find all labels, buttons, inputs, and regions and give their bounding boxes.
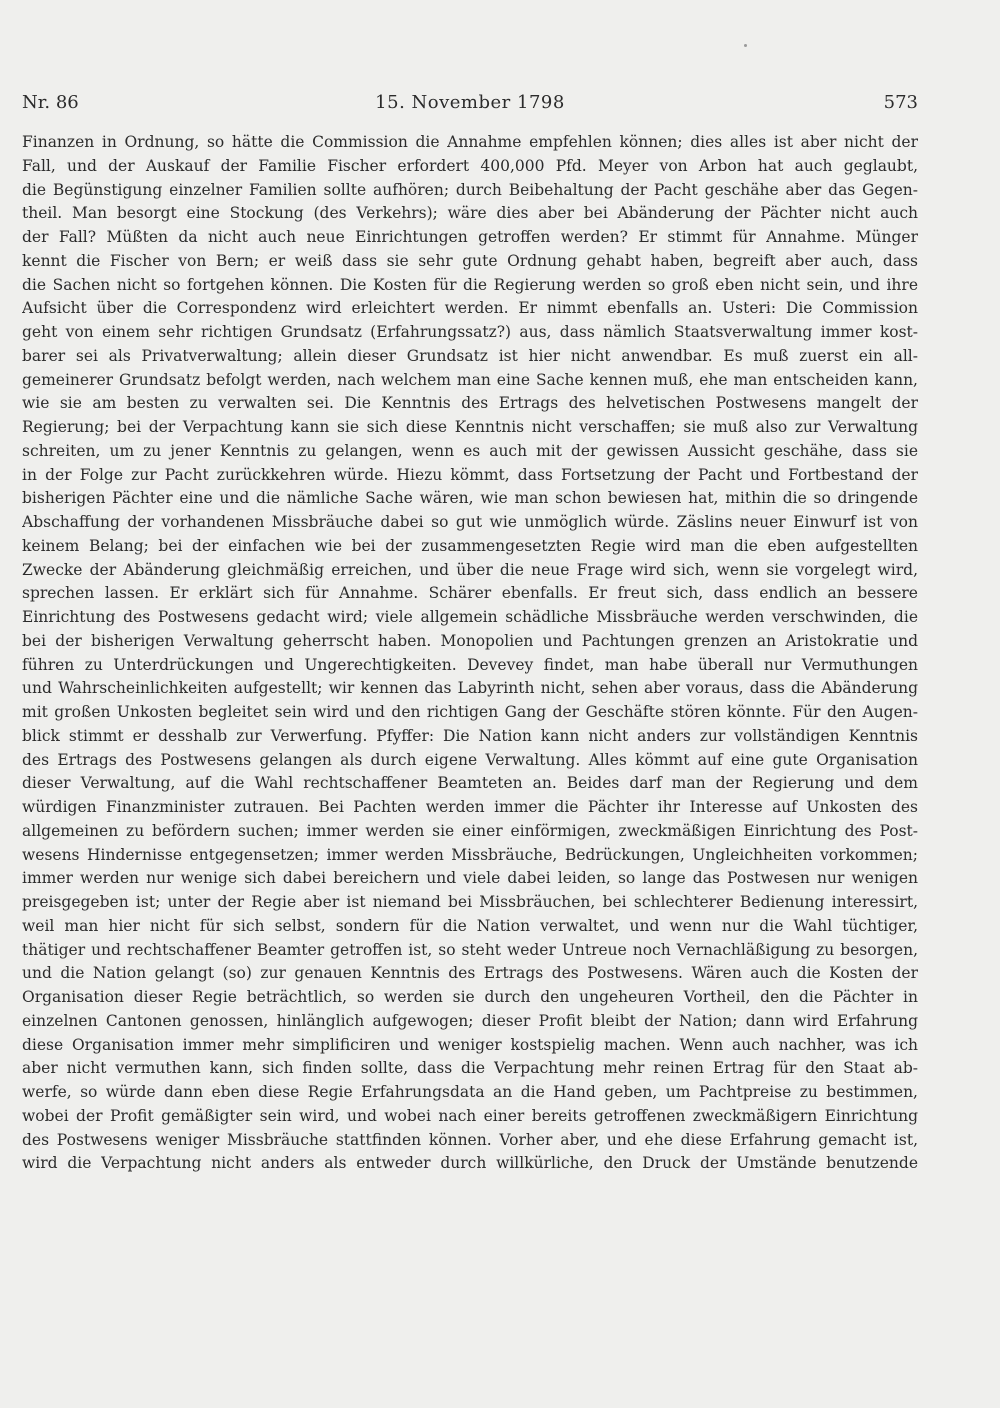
text-line: allgemeinen zu befördern suchen; immer werden sie einer einförmigen, zweckmäßigen Einrichtung des Post- <box>22 821 918 840</box>
text-line: einzelnen Cantonen genossen, hinlänglich aufgewogen; dieser Profit bleibt der Nation; dann wird Erfahrung <box>22 1011 918 1030</box>
text-line: aber nicht vermuthen kann, sich finden sollte, dass die Verpachtung mehr reinen Ertrag für den Staat ab- <box>22 1059 918 1078</box>
text-line: in der Folge zur Pacht zurückkehren würde. Hiezu kömmt, dass Fortsetzung der Pacht und Fortbestand der <box>22 465 918 484</box>
text-line: wobei der Profit gemäßigter sein wird, und wobei nach einer bereits getroffenen zweckmäßigern Einrichtung <box>22 1106 918 1125</box>
paper-speck <box>744 44 747 47</box>
document-number: Nr. 86 <box>22 92 79 113</box>
text-line: mit großen Unkosten begleitet sein wird und den richtigen Gang der Geschäfte stören könnte. Für den Augen- <box>22 703 918 721</box>
text-line: und die Nation gelangt (so) zur genauen Kenntnis des Ertrags des Postwesens. Wären auch die Kosten der <box>22 964 918 983</box>
text-line: bei der bisherigen Verwaltung geherrscht haben. Monopolien und Pachtungen grenzen an Aristokratie und <box>22 631 918 650</box>
text-line: diese Organisation immer mehr simplificiren und weniger kostspielig machen. Wenn auch nachher, was ich <box>22 1035 918 1054</box>
text-line: wesens Hindernisse entgegensetzen; immer werden Missbräuche, Bedrückungen, Ungleichheiten vorkommen; <box>22 845 918 864</box>
page-number: 573 <box>883 92 918 113</box>
text-line: Einrichtung des Postwesens gedacht wird; viele allgemein schädliche Missbräuche werden verschwinden, die <box>22 608 918 626</box>
text-line: weil man hier nicht für sich selbst, sondern für die Nation verwaltet, und wenn nur die Wahl tüchtiger, <box>22 916 918 935</box>
text-line: würdigen Finanzminister zutrauen. Bei Pachten werden immer die Pächter ihr Interesse auf Unkosten des <box>22 798 918 816</box>
text-line: wird die Verpachtung nicht anders als entweder durch willkürliche, den Druck der Umstände benutzende <box>22 1154 918 1173</box>
text-line: und Wahrscheinlichkeiten aufgestellt; wir kennen das Labyrinth nicht, sehen aber voraus, dass die Abänderung <box>22 679 918 698</box>
text-line: der Fall? Müßten da nicht auch neue Einrichtungen getroffen werden? Er stimmt für Annahme. Münger <box>22 228 918 246</box>
text-line: Regierung; bei der Verpachtung kann sie sich diese Kenntnis nicht verschaffen; sie muß also zur Verwaltung <box>22 418 918 436</box>
text-line: bisherigen Pächter eine und die nämliche Sache wären, wie man schon bewiesen hat, mithin die so dringende <box>22 489 918 508</box>
text-line: schreiten, um zu jener Kenntnis zu gelangen, wenn es auch mit der gewissen Aussicht geschähe, dass sie <box>22 441 918 460</box>
text-line: kennt die Fischer von Bern; er weiß dass sie sehr gute Ordnung gehabt haben, begreift aber auch, dass <box>22 251 918 270</box>
text-line: keinem Belang; bei der einfachen wie bei der zusammengesetzten Regie wird man die eben aufgestellten <box>22 536 918 555</box>
text-line: Abschaffung der vorhandenen Missbräuche dabei so gut wie unmöglich würde. Zäslins neuer Einwurf ist von <box>22 513 918 531</box>
text-line: immer werden nur wenige sich dabei bereichern und viele dabei leiden, so lange das Postwesen nur wenigen <box>22 869 918 888</box>
text-line: Organisation dieser Regie beträchtlich, so werden sie durch den ungeheuren Vortheil, den die Pächter in <box>22 988 918 1006</box>
text-line: des Ertrags des Postwesens gelangen als durch eigene Verwaltung. Alles kömmt auf eine gute Organisation <box>22 750 918 769</box>
text-line: geht von einem sehr richtigen Grundsatz (Erfahrungssatz?) aus, dass nämlich Staatsverwaltung immer kost- <box>22 323 918 341</box>
text-line: die Sachen nicht so fortgehen können. Die Kosten für die Regierung werden so groß eben nicht sein, und ihre <box>22 275 918 294</box>
text-line: Fall, und der Auskauf der Familie Fischer erfordert 400,000 Pfd. Meyer von Arbon hat auch geglaubt, <box>22 156 918 175</box>
text-line: Aufsicht über die Correspondenz wird erleichtert werden. Er nimmt ebenfalls an. Usteri: Die Commission <box>22 299 918 318</box>
text-line: sprechen lassen. Er erklärt sich für Annahme. Schärer ebenfalls. Er freut sich, dass endlich an bessere <box>22 584 918 603</box>
document-date: 15. November 1798 <box>375 92 565 113</box>
text-line: dieser Verwaltung, auf die Wahl rechtschaffener Beamteten an. Beides darf man der Regierung und dem <box>22 774 918 793</box>
page-header <box>22 92 918 120</box>
text-line: barer sei als Privatverwaltung; allein dieser Grundsatz ist hier nicht anwendbar. Es muß zuerst ein all- <box>22 346 918 365</box>
body-text <box>22 131 918 1176</box>
text-line: Zwecke der Abänderung gleichmäßig erreichen, und über die neue Frage wird sich, wenn sie vorgelegt wird, <box>22 560 918 579</box>
text-line: führen zu Unterdrückungen und Ungerechtigkeiten. Devevey findet, man habe überall nur Vermuthungen <box>22 655 918 674</box>
text-line: preisgegeben ist; unter der Regie aber ist niemand bei Missbräuchen, bei schlechterer Bedienung interessirt, <box>22 893 918 911</box>
text-line: Finanzen in Ordnung, so hätte die Commission die Annahme empfehlen können; dies alles ist aber nicht der <box>22 133 918 151</box>
text-line: thätiger und rechtschaffener Beamter getroffen ist, so steht weder Untreue noch Vernachläßigung zu besorgen, <box>22 940 918 959</box>
text-line: blick stimmt er desshalb zur Verwerfung. Pfyffer: Die Nation kann nicht anders zur vollständigen Kenntnis <box>22 726 918 745</box>
text-line: werfe, so würde dann eben diese Regie Erfahrungsdata an die Hand geben, um Pachtpreise zu bestimmen, <box>22 1083 918 1101</box>
text-line: gemeinerer Grundsatz befolgt werden, nach welchem man eine Sache kennen muß, ehe man entscheiden kann, <box>22 370 918 389</box>
text-line: theil. Man besorgt eine Stockung (des Verkehrs); wäre dies aber bei Abänderung der Pächter nicht auch <box>22 204 918 223</box>
text-line: die Begünstigung einzelner Familien sollte aufhören; durch Beibehaltung der Pacht geschähe aber das Gegen- <box>22 180 918 199</box>
text-line: des Postwesens weniger Missbräuche stattfinden können. Vorher aber, und ehe diese Erfahrung gemacht ist, <box>22 1130 918 1149</box>
text-line: wie sie am besten zu verwalten sei. Die Kenntnis des Ertrags des helvetischen Postwesens mangelt der <box>22 394 918 413</box>
